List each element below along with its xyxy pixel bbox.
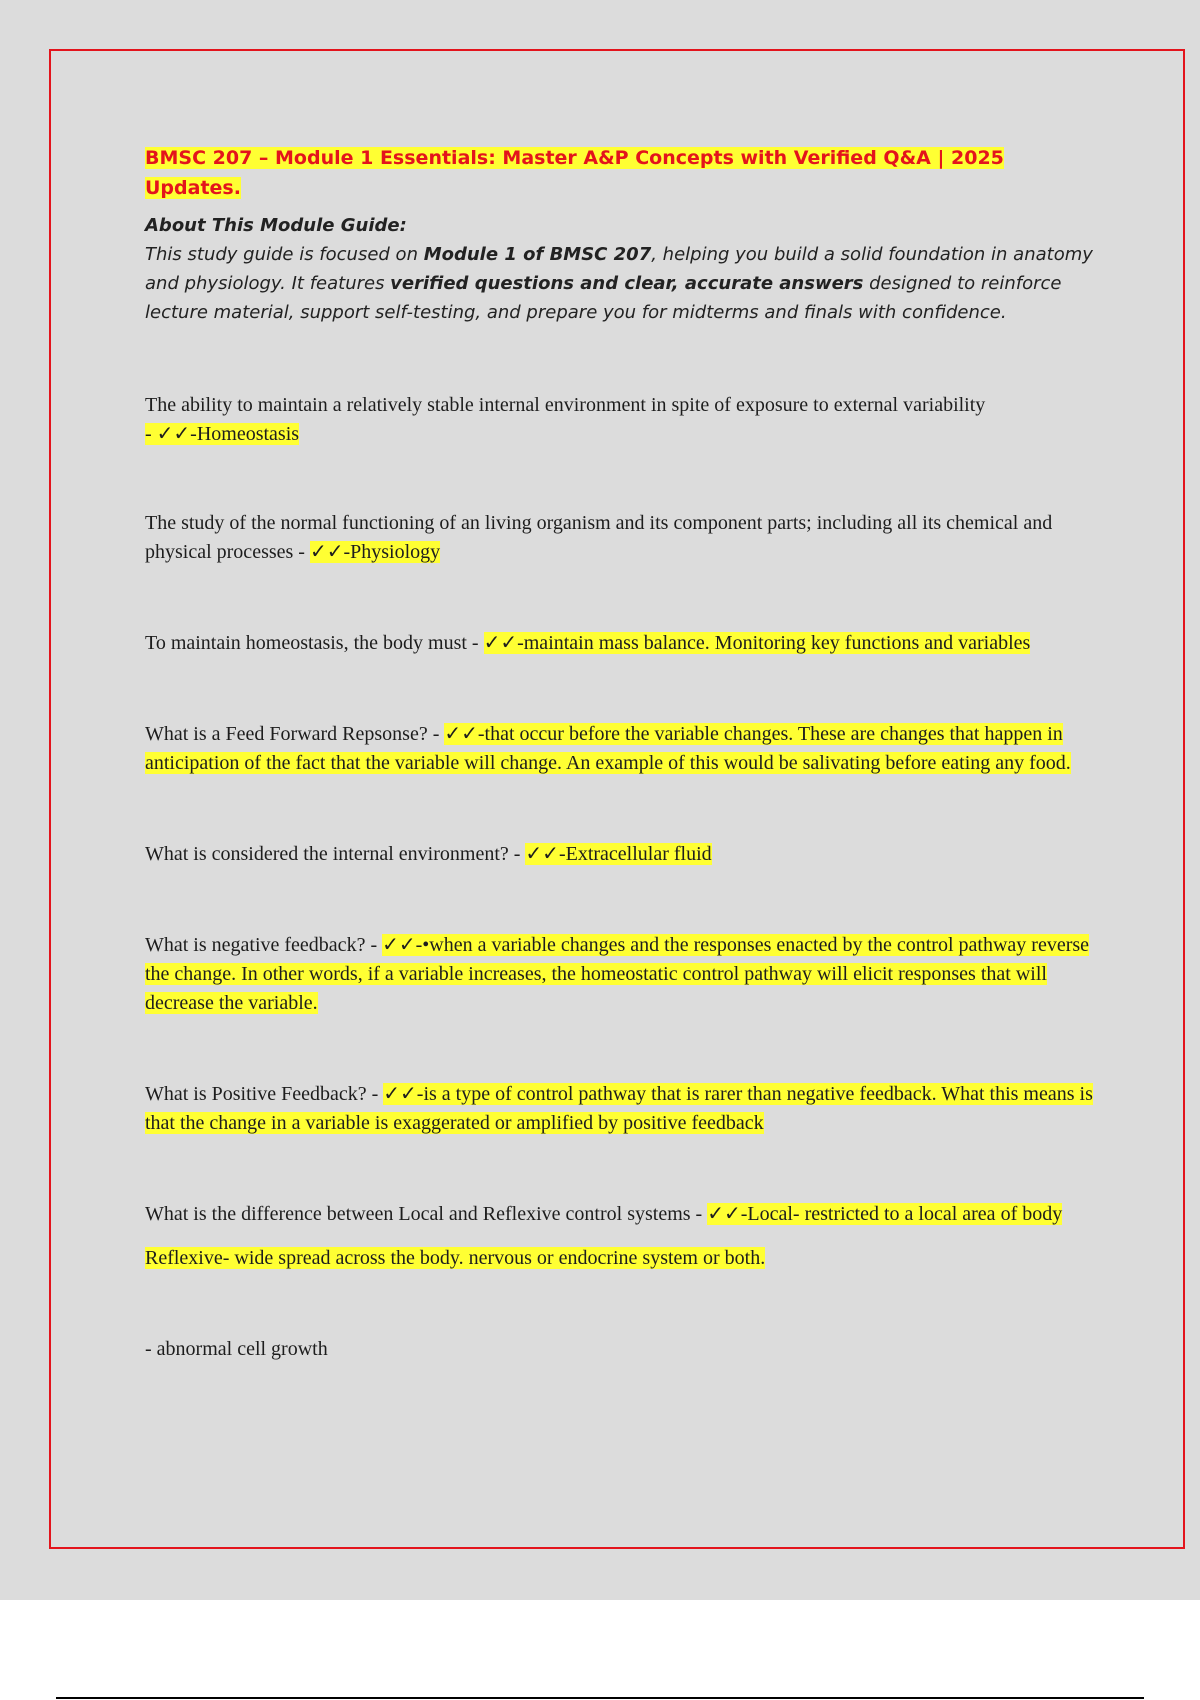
qa-answer: ✓✓-is a type of control pathway that is rarer than negative feedback. What this means is that the change in a variable is exaggerated or amplified by positive feedback [145,1083,1093,1134]
qa-question: What is a Feed Forward Repsonse? - [145,723,445,745]
qa-item-local-reflexive [145,1200,1095,1229]
qa-item-negative-feedback [145,931,1095,1018]
qa-item-homeostasis [145,391,1095,449]
document-title [145,143,1095,203]
qa-answer: ✓✓-that occur before the variable changes. These are changes that happen in anticipation of the fact that the variable will change. An example of this would be salivating before eating any food. [145,723,1071,774]
qa-answer: ✓✓-•when a variable changes and the responses enacted by the control pathway reverse the change. In other words, if a variable increases, the homeostatic control pathway will elicit responses that will decrease the variable. [145,934,1090,1014]
qa-item-maintain-homeostasis [145,629,1095,658]
about-heading: About This Module Guide: [145,215,407,236]
qa-question: What is the difference between Local and Reflexive control systems - [145,1203,708,1225]
qa-text: - abnormal cell growth [145,1338,328,1360]
qa-question: To maintain homeostasis, the body must - [145,632,484,654]
qa-extra-reflexive [145,1244,1095,1273]
qa-extra-text: Reflexive- wide spread across the body. nervous or endocrine system or both. [145,1247,766,1269]
footer-divider [56,1697,1144,1699]
about-text-3: designed to reinforce lecture material, support self-testing, and prepare you for midterms and finals with confidence. [145,273,1062,323]
qa-answer: ✓✓-Local- restricted to a local area of body [707,1203,1063,1225]
qa-question: What is considered the internal environment? - [145,843,526,865]
qa-answer: ✓✓-Physiology [309,541,441,563]
document-content [145,143,1095,1364]
about-paragraph [145,240,1095,327]
qa-item-abnormal-cell [145,1335,1095,1364]
qa-item-feed-forward [145,720,1095,778]
qa-question: The ability to maintain a relatively stable internal environment in spite of exposure to external variability [145,394,986,416]
about-bold-module: Module 1 of BMSC 207 [423,244,652,265]
qa-item-internal-environment [145,840,1095,869]
about-bold-verified: verified questions and clear, accurate answers [390,273,864,294]
qa-question: What is negative feedback? - [145,934,383,956]
qa-answer: - ✓✓-Homeostasis [145,423,300,445]
qa-item-physiology [145,509,1095,567]
qa-item-positive-feedback [145,1080,1095,1138]
qa-question: The study of the normal functioning of an living organism and its component parts; including all its chemical and physical processes - [145,512,1053,563]
qa-question: What is Positive Feedback? - [145,1083,384,1105]
about-text-2: , helping you build a solid foundation in anatomy and physiology. It features [145,244,1093,294]
about-text-1: This study guide is focused on [145,244,424,265]
about-section [145,211,1095,327]
document-title-text: BMSC 207 – Module 1 Essentials: Master A&P Concepts with Verified Q&A | 2025 Updates. [145,147,1004,199]
qa-answer: ✓✓-Extracellular fluid [525,843,712,865]
qa-answer: ✓✓-maintain mass balance. Monitoring key functions and variables [483,632,1031,654]
